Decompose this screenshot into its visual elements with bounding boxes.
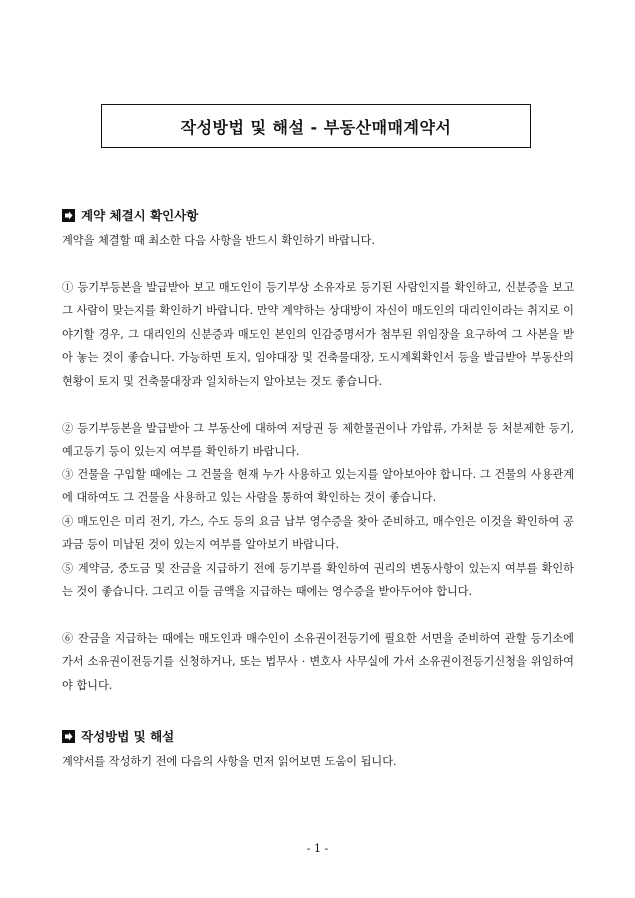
section-heading-text: 작성방법 및 해설 (81, 729, 175, 744)
section-intro: 계약서를 작성하기 전에 다음의 사항을 먼저 읽어보면 도움이 됩니다. (62, 755, 397, 768)
checklist-item-2: ② 등기부등본을 발급받아 그 부동산에 대하여 저당권 등 제한물권이나 가압류, 가처분 등 처분제한 등기, 예고등기 등이 있는지 여부를 확인하기 바랍니다. (62, 422, 574, 459)
page-number: - 1 - (306, 842, 329, 855)
checklist-item-1: ① 등기부등본을 발급받아 보고 매도인이 등기부상 소유자로 등기된 사람인지를 확인하고, 신분증을 보고 그 사람이 맞는지를 확인하기 바랍니다. 만약 계약하는 상대방이 자신이 매도인의 대리인이라는 취지로 이야기할 경우, 그 대리인의 신분증과 매도인 본인의 인감증명서가 첨부된 위임장을 요구하여 그 사본을 받아 놓는 것이 좋습니다. 가능하면 토지, 임야대장 및 건축물대장, 도시계획확인서 등을 발급받아 부동산의 현황이 토지 및 건축물대장과 일치하는지 알아보는 것도 좋습니다. (62, 281, 574, 388)
section-heading-checklist (62, 206, 198, 224)
title-box (101, 104, 531, 148)
checklist-item-3: ③ 건물을 구입할 때에는 그 건물을 현재 누가 사용하고 있는지를 알아보아야 합니다. 그 건물의 사용관계에 대하여도 그 건물을 사용하고 있는 사람을 통하여 확인하는 것이 좋습니다. (62, 468, 574, 505)
arrow-box-icon (62, 209, 75, 222)
checklist-item-5: ⑤ 계약금, 중도금 및 잔금을 지급하기 전에 등기부를 확인하여 권리의 변동사항이 있는지 여부를 확인하는 것이 좋습니다. 그리고 이들 금액을 지급하는 때에는 영수증을 받아두어야 합니다. (62, 562, 574, 599)
section-heading-guide (62, 727, 174, 745)
section-heading-text: 계약 체결시 확인사항 (81, 208, 199, 223)
arrow-box-icon (62, 730, 75, 743)
section-intro: 계약을 체결할 때 최소한 다음 사항을 반드시 확인하기 바랍니다. (62, 234, 375, 247)
checklist-item-6: ⑥ 잔금을 지급하는 때에는 매도인과 매수인이 소유권이전등기에 필요한 서면을 준비하여 관할 등기소에 가서 소유권이전등기를 신청하거나, 또는 법무사 · 변호사 사무실에 가서 소유권이전등기신청을 위임하여야 합니다. (62, 632, 574, 692)
document-title: 작성방법 및 해설 - 부동산매매계약서 (180, 117, 452, 137)
checklist-item-4: ④ 매도인은 미리 전기, 가스, 수도 등의 요금 납부 영수증을 찾아 준비하고, 매수인은 이것을 확인하여 공과금 등이 미납된 것이 있는지 여부를 알아보기 바랍니다. (62, 515, 574, 552)
